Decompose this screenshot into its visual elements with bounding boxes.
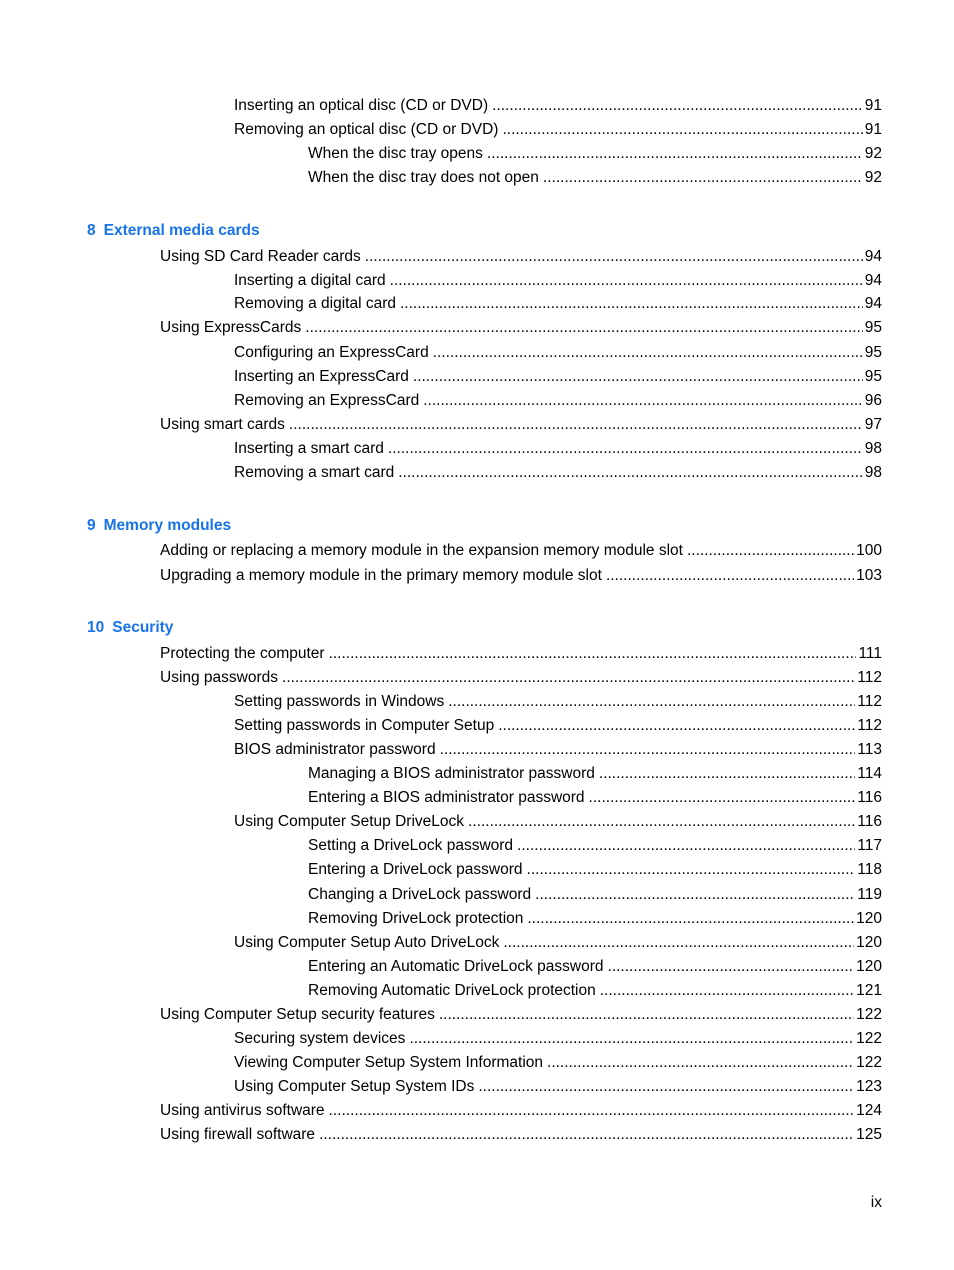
toc-entry[interactable] bbox=[234, 96, 882, 116]
toc-entry-title: BIOS administrator password bbox=[234, 740, 440, 760]
toc-entry[interactable] bbox=[234, 391, 882, 411]
dot-leader bbox=[448, 692, 855, 712]
toc-entry[interactable] bbox=[234, 692, 882, 712]
toc-entry[interactable] bbox=[308, 836, 882, 856]
toc-entry[interactable] bbox=[160, 318, 882, 338]
toc-entry-title: Securing system devices bbox=[234, 1029, 409, 1049]
dot-leader bbox=[423, 391, 863, 411]
toc-entry[interactable] bbox=[308, 957, 882, 977]
toc-entry[interactable] bbox=[234, 463, 882, 483]
toc-entry-title: Entering a DriveLock password bbox=[308, 860, 527, 880]
dot-leader bbox=[498, 716, 855, 736]
chapter-heading[interactable] bbox=[87, 516, 231, 536]
toc-entry[interactable] bbox=[234, 120, 882, 140]
toc-entry-title: Using smart cards bbox=[160, 415, 289, 435]
toc-entry-title: Using Computer Setup Auto DriveLock bbox=[234, 933, 503, 953]
toc-entry-page: 94 bbox=[864, 272, 882, 289]
dot-leader bbox=[687, 541, 854, 561]
toc-entry-page: 125 bbox=[856, 1126, 882, 1143]
toc-entry-page: 112 bbox=[857, 693, 882, 710]
toc-entry[interactable] bbox=[160, 644, 882, 664]
toc-entry-page: 123 bbox=[856, 1078, 882, 1095]
toc-entry-title: Removing Automatic DriveLock protection bbox=[308, 981, 600, 1001]
toc-entry-page: 117 bbox=[857, 837, 882, 854]
toc-entry-title: Using Computer Setup DriveLock bbox=[234, 812, 468, 832]
toc-entry[interactable] bbox=[308, 981, 882, 1001]
toc-entry[interactable] bbox=[160, 668, 882, 688]
dot-leader bbox=[305, 318, 862, 338]
toc-entry-title: Using passwords bbox=[160, 668, 282, 688]
chapter-number: 9 bbox=[87, 517, 96, 534]
toc-entry[interactable] bbox=[234, 439, 882, 459]
toc-entry[interactable] bbox=[160, 415, 882, 435]
dot-leader bbox=[390, 271, 863, 291]
toc-entry[interactable] bbox=[160, 247, 882, 267]
dot-leader bbox=[535, 885, 855, 905]
toc-entry-page: 116 bbox=[857, 813, 882, 830]
toc-entry-page: 120 bbox=[856, 934, 882, 951]
toc-entry-title: Entering a BIOS administrator password bbox=[308, 788, 589, 808]
dot-leader bbox=[527, 860, 856, 880]
toc-entry-page: 118 bbox=[857, 861, 882, 878]
dot-leader bbox=[543, 168, 863, 188]
toc-entry-title: Removing a digital card bbox=[234, 294, 400, 314]
toc-entry[interactable] bbox=[234, 716, 882, 736]
toc-entry-page: 92 bbox=[864, 145, 882, 162]
dot-leader bbox=[503, 933, 854, 953]
dot-leader bbox=[439, 1005, 854, 1025]
toc-entry-title: Configuring an ExpressCard bbox=[234, 343, 433, 363]
toc-entry-title: Removing an ExpressCard bbox=[234, 391, 423, 411]
dot-leader bbox=[589, 788, 856, 808]
dot-leader bbox=[468, 812, 855, 832]
toc-entry-title: When the disc tray does not open bbox=[308, 168, 543, 188]
dot-leader bbox=[502, 120, 862, 140]
toc-entry[interactable] bbox=[308, 764, 882, 784]
toc-entry-title: When the disc tray opens bbox=[308, 144, 487, 164]
toc-entry-title: Removing an optical disc (CD or DVD) bbox=[234, 120, 502, 140]
toc-entry-page: 111 bbox=[858, 645, 882, 662]
toc-entry-title: Inserting a smart card bbox=[234, 439, 388, 459]
toc-entry[interactable] bbox=[160, 541, 882, 561]
dot-leader bbox=[282, 668, 855, 688]
dot-leader bbox=[413, 367, 863, 387]
dot-leader bbox=[433, 343, 863, 363]
dot-leader bbox=[440, 740, 856, 760]
dot-leader bbox=[478, 1077, 854, 1097]
toc-entry-page: 94 bbox=[864, 248, 882, 265]
toc-entry-title: Using Computer Setup System IDs bbox=[234, 1077, 478, 1097]
toc-entry-title: Removing DriveLock protection bbox=[308, 909, 527, 929]
toc-entry-page: 121 bbox=[856, 982, 882, 999]
toc-entry-page: 120 bbox=[856, 958, 882, 975]
dot-leader bbox=[517, 836, 855, 856]
dot-leader bbox=[400, 294, 863, 314]
toc-entry[interactable] bbox=[160, 1125, 882, 1145]
toc-entry-page: 96 bbox=[864, 392, 882, 409]
toc-entry[interactable] bbox=[308, 885, 882, 905]
page-number: ix bbox=[870, 1194, 882, 1211]
chapter-title: Memory modules bbox=[103, 517, 232, 534]
dot-leader bbox=[289, 415, 863, 435]
dot-leader bbox=[409, 1029, 854, 1049]
toc-entry-title: Using Computer Setup security features bbox=[160, 1005, 439, 1025]
dot-leader bbox=[319, 1125, 854, 1145]
dot-leader bbox=[606, 566, 854, 586]
dot-leader bbox=[599, 764, 855, 784]
toc-entry[interactable] bbox=[308, 168, 882, 188]
toc-entry-page: 120 bbox=[856, 910, 882, 927]
chapter-heading[interactable] bbox=[87, 618, 173, 638]
dot-leader bbox=[527, 909, 854, 929]
toc-entry-page: 114 bbox=[857, 765, 882, 782]
toc-entry[interactable] bbox=[234, 812, 882, 832]
toc-entry[interactable] bbox=[160, 1005, 882, 1025]
toc-entry-title: Protecting the computer bbox=[160, 644, 329, 664]
toc-entry[interactable] bbox=[308, 909, 882, 929]
toc-entry-page: 116 bbox=[857, 789, 882, 806]
toc-entry[interactable] bbox=[308, 144, 882, 164]
dot-leader bbox=[365, 247, 863, 267]
toc-entry[interactable] bbox=[234, 933, 882, 953]
toc-entry-title: Using firewall software bbox=[160, 1125, 319, 1145]
chapter-title: External media cards bbox=[103, 222, 260, 239]
toc-entry[interactable] bbox=[234, 343, 882, 363]
toc-entry[interactable] bbox=[308, 860, 882, 880]
toc-entry-page: 119 bbox=[857, 886, 882, 903]
toc-entry-title: Adding or replacing a memory module in the expansion memory module slot bbox=[160, 541, 687, 561]
toc-entry-page: 92 bbox=[864, 169, 882, 186]
toc-entry-page: 94 bbox=[864, 295, 882, 312]
toc-entry-page: 122 bbox=[856, 1006, 882, 1023]
toc-entry-title: Removing a smart card bbox=[234, 463, 398, 483]
toc-entry-title: Using antivirus software bbox=[160, 1101, 329, 1121]
dot-leader bbox=[388, 439, 863, 459]
toc-entry-title: Inserting an ExpressCard bbox=[234, 367, 413, 387]
toc-entry-page: 95 bbox=[864, 368, 882, 385]
toc-entry-page: 122 bbox=[856, 1030, 882, 1047]
toc-entry-page: 95 bbox=[864, 319, 882, 336]
toc-entry[interactable] bbox=[234, 271, 882, 291]
toc-entry-title: Using SD Card Reader cards bbox=[160, 247, 365, 267]
chapter-number: 10 bbox=[87, 619, 105, 636]
toc-entry-title: Inserting an optical disc (CD or DVD) bbox=[234, 96, 492, 116]
dot-leader bbox=[329, 1101, 855, 1121]
toc-entry[interactable] bbox=[160, 566, 882, 586]
toc-entry-page: 95 bbox=[864, 344, 882, 361]
toc-entry-title: Inserting a digital card bbox=[234, 271, 390, 291]
dot-leader bbox=[600, 981, 854, 1001]
toc-entry[interactable] bbox=[234, 1029, 882, 1049]
toc-entry[interactable] bbox=[234, 294, 882, 314]
dot-leader bbox=[492, 96, 863, 116]
toc-entry[interactable] bbox=[160, 1101, 882, 1121]
toc-entry[interactable] bbox=[308, 788, 882, 808]
dot-leader bbox=[487, 144, 863, 164]
toc-entry[interactable] bbox=[234, 740, 882, 760]
toc-entry-page: 91 bbox=[864, 121, 882, 138]
toc-entry-page: 112 bbox=[857, 669, 882, 686]
toc-entry-title: Upgrading a memory module in the primary memory module slot bbox=[160, 566, 606, 586]
toc-entry-page: 113 bbox=[857, 741, 882, 758]
dot-leader bbox=[608, 957, 855, 977]
toc-entry-title: Entering an Automatic DriveLock password bbox=[308, 957, 608, 977]
toc-entry-page: 122 bbox=[856, 1054, 882, 1071]
toc-entry-title: Setting passwords in Windows bbox=[234, 692, 448, 712]
chapter-title: Security bbox=[112, 619, 174, 636]
toc-entry-title: Setting passwords in Computer Setup bbox=[234, 716, 498, 736]
toc-entry-title: Using ExpressCards bbox=[160, 318, 305, 338]
chapter-heading[interactable] bbox=[87, 221, 260, 241]
toc-entry-page: 97 bbox=[864, 416, 882, 433]
toc-entry[interactable] bbox=[234, 1077, 882, 1097]
toc-entry-page: 100 bbox=[856, 542, 882, 559]
toc-entry-page: 124 bbox=[856, 1102, 882, 1119]
toc-entry-page: 103 bbox=[856, 567, 882, 584]
toc-entry-page: 98 bbox=[864, 464, 882, 481]
dot-leader bbox=[547, 1053, 854, 1073]
toc-entry-title: Changing a DriveLock password bbox=[308, 885, 535, 905]
toc-entry[interactable] bbox=[234, 367, 882, 387]
toc-entry-title: Viewing Computer Setup System Information bbox=[234, 1053, 547, 1073]
toc-entry-page: 98 bbox=[864, 440, 882, 457]
toc-entry-title: Managing a BIOS administrator password bbox=[308, 764, 599, 784]
chapter-number: 8 bbox=[87, 222, 96, 239]
toc-entry-page: 91 bbox=[864, 97, 882, 114]
toc-entry-title: Setting a DriveLock password bbox=[308, 836, 517, 856]
toc-entry-page: 112 bbox=[857, 717, 882, 734]
dot-leader bbox=[398, 463, 863, 483]
toc-entry[interactable] bbox=[234, 1053, 882, 1073]
dot-leader bbox=[329, 644, 857, 664]
